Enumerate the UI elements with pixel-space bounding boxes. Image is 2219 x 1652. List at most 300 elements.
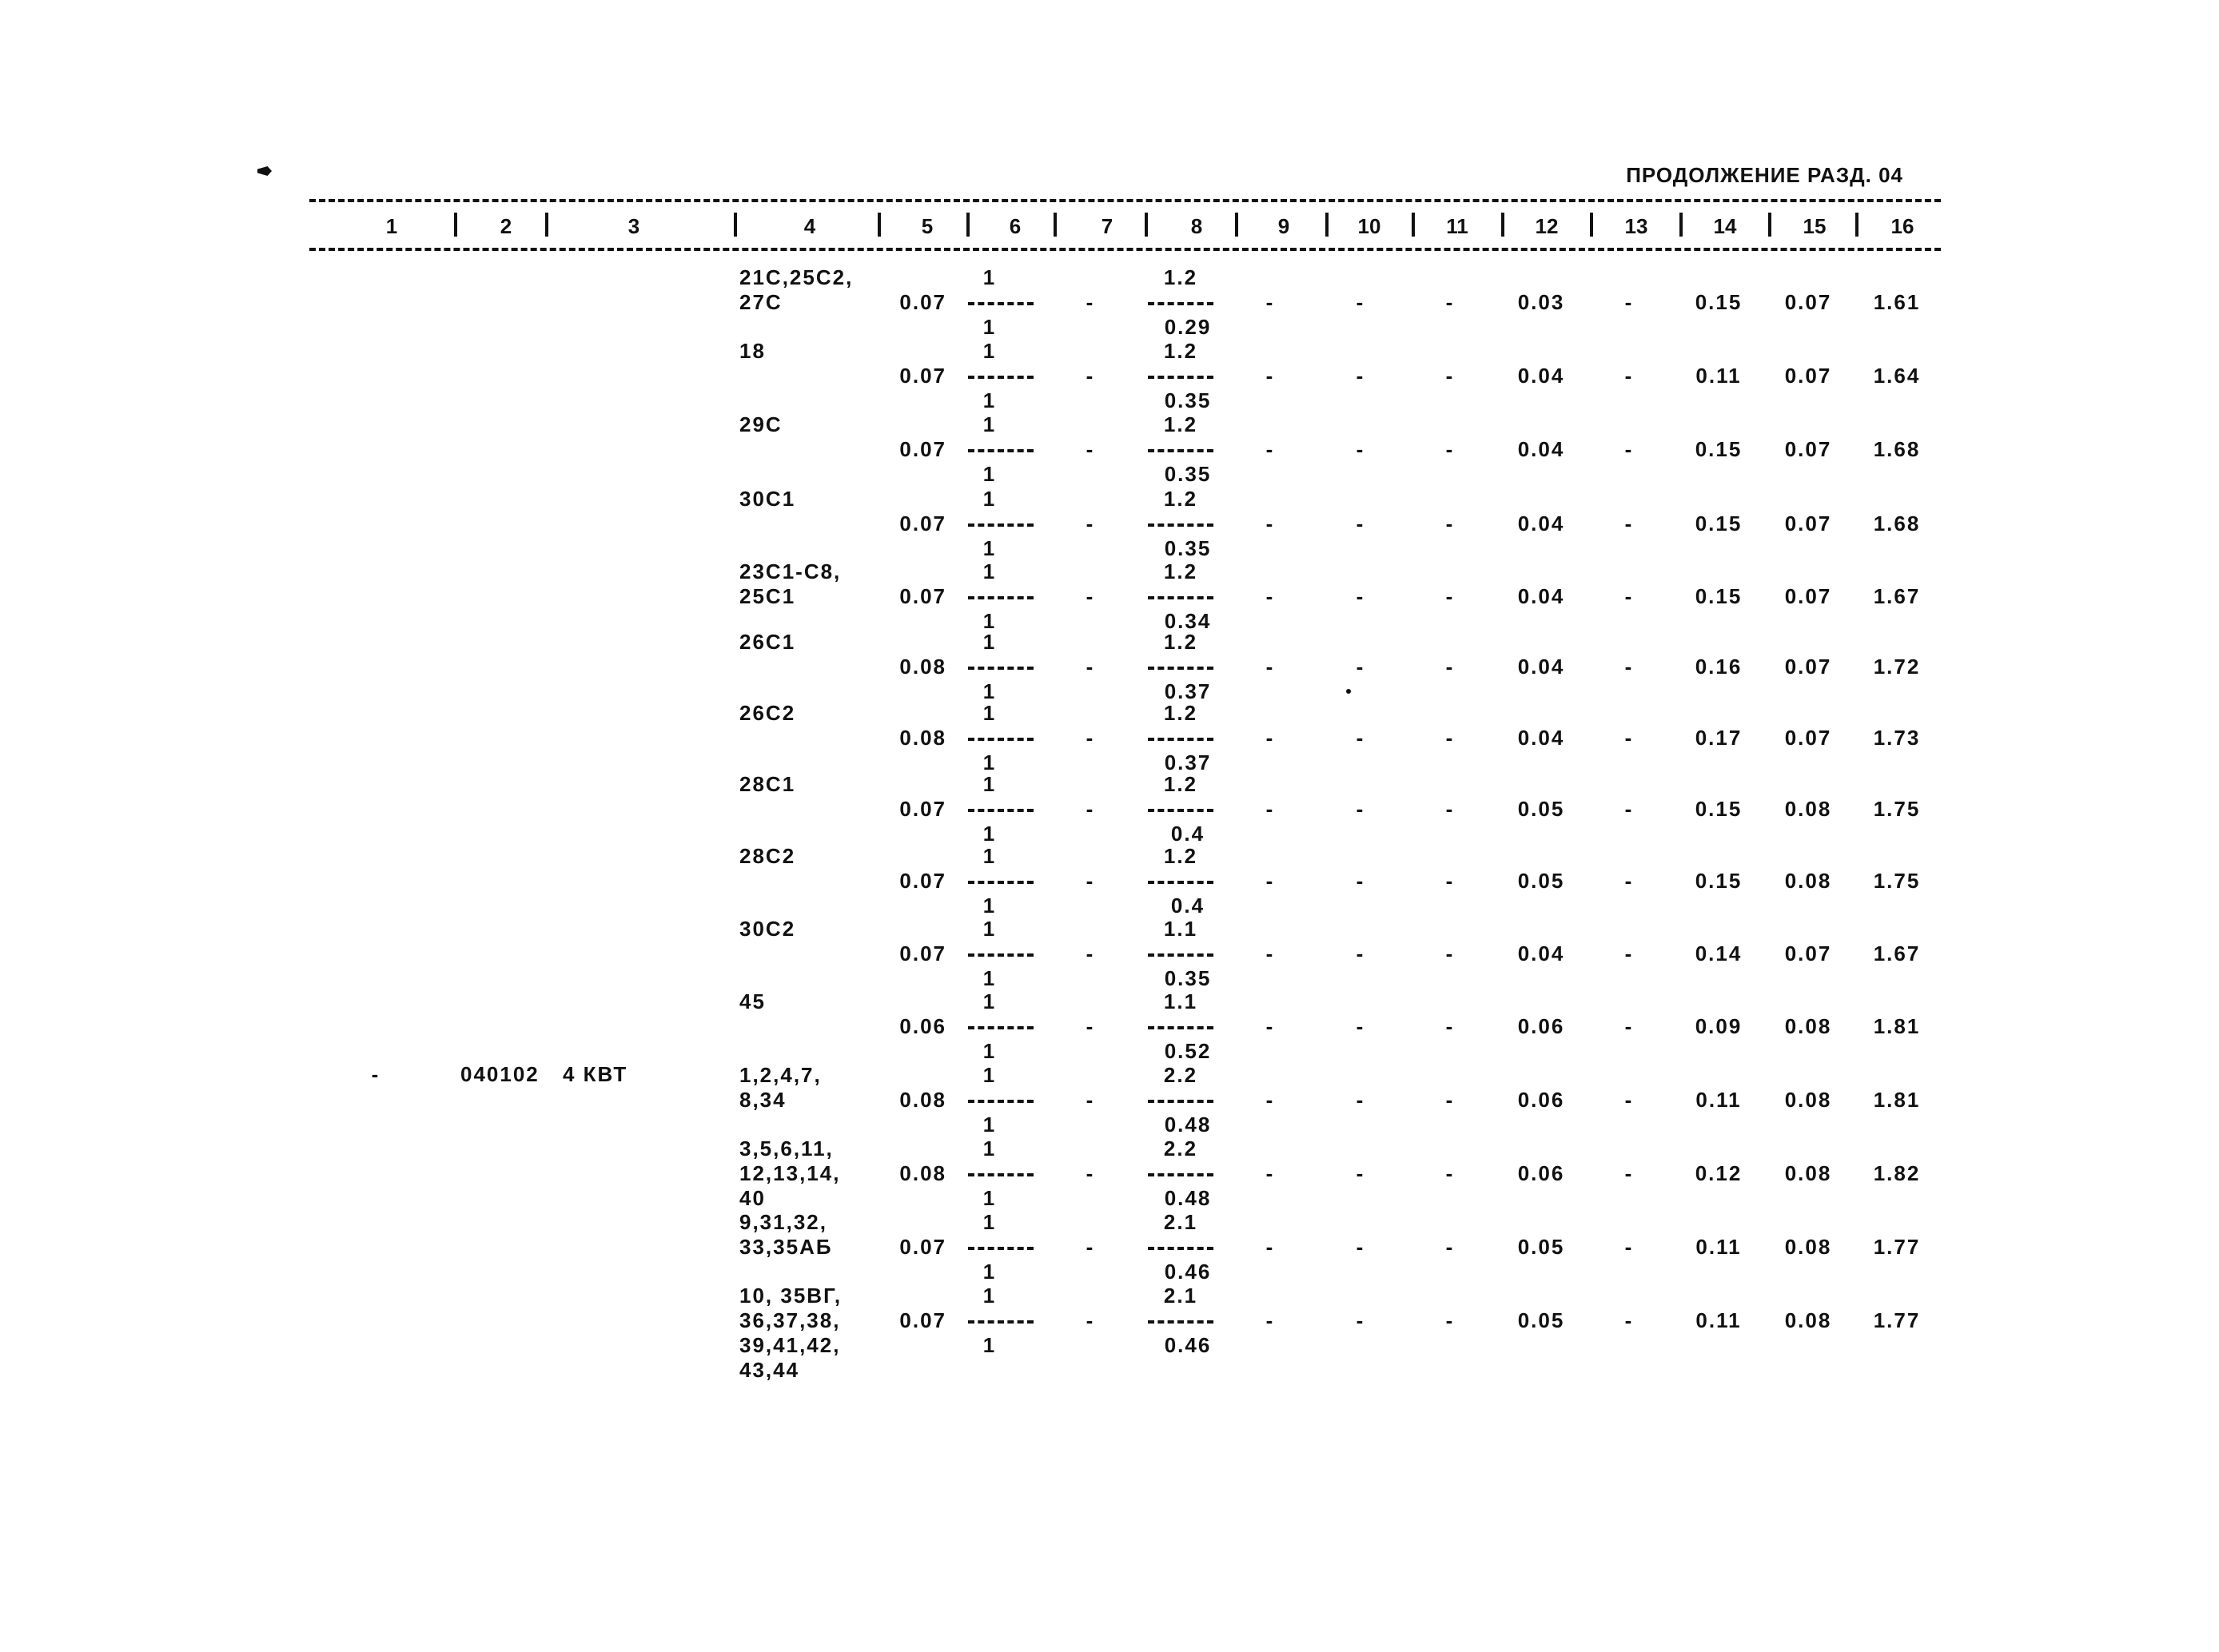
cell-col7: - [1086, 1235, 1095, 1259]
cell-col5: 0.06 [899, 1014, 946, 1038]
fraction-line [968, 1026, 1034, 1029]
header-separator [1855, 213, 1858, 237]
cell-col14: 0.11 [1695, 1308, 1742, 1332]
cell-col9: - [1265, 584, 1275, 608]
fraction-line [968, 667, 1034, 670]
cell-col8-bottom: 0.37 [1164, 750, 1212, 774]
cell-col13: - [1624, 941, 1634, 965]
cell-col5: 0.08 [899, 1161, 946, 1185]
cell-col6-top: 1 [982, 917, 997, 941]
cell-col10: - [1356, 1235, 1365, 1259]
cell-col8-bottom: 0.46 [1164, 1333, 1212, 1357]
cell-col8-top: 1.2 [1163, 772, 1198, 796]
cell-col5: 0.07 [899, 941, 946, 965]
cell-col15: 0.08 [1784, 1088, 1832, 1112]
cell-col5: 0.07 [899, 437, 946, 461]
cell-col11: - [1445, 869, 1455, 893]
cell-col10: - [1356, 437, 1365, 461]
cell-col6-bottom: 1 [982, 462, 997, 486]
cell-col16: 1.82 [1873, 1161, 1921, 1185]
cell-col6-bottom: 1 [982, 679, 997, 703]
cell-col9: - [1265, 1088, 1275, 1112]
cell-col15: 0.07 [1784, 941, 1832, 965]
cell-col6-bottom: 1 [982, 894, 997, 918]
cell-col9: - [1265, 941, 1275, 965]
cell-col15: 0.08 [1784, 1014, 1832, 1038]
cell-col4: 36,37,38, [739, 1308, 841, 1332]
cell-col8-top: 2.1 [1163, 1210, 1198, 1234]
cell-col4: 40 [739, 1186, 766, 1210]
cell-col6-top: 1 [982, 412, 997, 436]
fraction-line [968, 738, 1034, 741]
cell-col9: - [1265, 1308, 1275, 1332]
cell-col12: 0.05 [1517, 1308, 1565, 1332]
fraction-line [968, 449, 1034, 452]
cell-col4: 9,31,32, [739, 1210, 827, 1234]
cell-col11: - [1445, 290, 1455, 314]
cell-col14: 0.12 [1695, 1161, 1743, 1185]
cell-col6-top: 1 [982, 487, 997, 511]
cell-col16: 1.77 [1873, 1308, 1921, 1332]
cell-col15: 0.08 [1784, 869, 1832, 893]
cell-col7: - [1086, 1014, 1095, 1038]
cell-col13: - [1624, 797, 1634, 821]
fraction-line [968, 596, 1034, 599]
cell-col9: - [1265, 1014, 1275, 1038]
cell-col4: 10, 35ВГ, [739, 1284, 843, 1308]
cell-col16: 1.81 [1873, 1088, 1921, 1112]
fraction-line [1148, 667, 1213, 670]
cell-col12: 0.06 [1517, 1088, 1565, 1112]
cell-col15: 0.07 [1784, 290, 1832, 314]
cell-col13: - [1624, 437, 1634, 461]
cell-col12: 0.03 [1517, 290, 1565, 314]
header-col-2: 2 [500, 214, 512, 238]
cell-col4: 27С [739, 290, 783, 314]
cell-col11: - [1445, 941, 1455, 965]
cell-col13: - [1624, 1308, 1634, 1332]
cell-col4: 30С1 [739, 487, 796, 511]
cell-col8-bottom: 0.29 [1164, 315, 1212, 339]
cell-col10: - [1356, 869, 1365, 893]
fraction-line [1148, 809, 1213, 812]
cell-col16: 1.81 [1873, 1014, 1921, 1038]
cell-col7: - [1086, 512, 1095, 535]
cell-col4: 39,41,42, [739, 1333, 841, 1357]
header-col-16: 16 [1890, 214, 1914, 238]
header-separator [1679, 213, 1683, 237]
cell-col12: 0.04 [1517, 437, 1565, 461]
header-separator [1235, 213, 1238, 237]
cell-col11: - [1445, 797, 1455, 821]
cell-col13: - [1624, 1088, 1634, 1112]
cell-col4: 45 [739, 989, 766, 1013]
header-separator [1412, 213, 1415, 237]
fraction-line [1148, 1320, 1213, 1324]
cell-col11: - [1445, 364, 1455, 388]
cell-col10: - [1356, 584, 1365, 608]
header-col-10: 10 [1357, 214, 1381, 238]
cell-col4: 28С1 [739, 772, 796, 796]
header-col-11: 11 [1446, 214, 1468, 238]
cell-col14: 0.17 [1695, 726, 1743, 750]
cell-col8-bottom: 0.35 [1164, 966, 1212, 990]
header-separator [1145, 213, 1148, 237]
cell-col5: 0.07 [899, 869, 946, 893]
fraction-line [1148, 1100, 1213, 1103]
header-col-6: 6 [1009, 214, 1022, 238]
cell-col5: 0.07 [899, 584, 946, 608]
cell-col7: - [1086, 797, 1095, 821]
page-marker-icon [257, 166, 272, 176]
cell-col9: - [1265, 512, 1275, 535]
cell-col15: 0.08 [1784, 1235, 1832, 1259]
cell-col4: 1,2,4,7, [739, 1063, 822, 1087]
cell-col10: - [1356, 1088, 1365, 1112]
cell-col5: 0.07 [899, 1235, 946, 1259]
cell-col7: - [1086, 437, 1095, 461]
cell-col8-bottom: 0.48 [1164, 1186, 1212, 1210]
header-col-5: 5 [921, 214, 934, 238]
cell-col12: 0.04 [1517, 941, 1565, 965]
cell-col12: 0.06 [1517, 1161, 1565, 1185]
cell-col6-top: 1 [982, 339, 997, 363]
fraction-line [1148, 953, 1213, 957]
fraction-line [1148, 376, 1213, 379]
cell-col8-top: 2.2 [1163, 1063, 1198, 1087]
cell-col4: 3,5,6,11, [739, 1136, 834, 1160]
cell-col16: 1.72 [1873, 655, 1921, 679]
cell-col9: - [1265, 290, 1275, 314]
cell-col6-bottom: 1 [982, 1260, 997, 1284]
cell-col8-top: 2.2 [1163, 1136, 1198, 1160]
cell-col6-bottom: 1 [982, 1186, 997, 1210]
cell-col9: - [1265, 726, 1275, 750]
cell-col13: - [1624, 1235, 1634, 1259]
header-separator [545, 213, 548, 237]
cell-col12: 0.06 [1517, 1014, 1565, 1038]
cell-col14: 0.16 [1695, 655, 1743, 679]
fraction-line [968, 1100, 1034, 1103]
header-col-3: 3 [627, 214, 640, 238]
cell-col13: - [1624, 1161, 1634, 1185]
cell-col10: - [1356, 290, 1365, 314]
header-col-8: 8 [1190, 214, 1203, 238]
cell-col11: - [1445, 1235, 1455, 1259]
header-separator [1590, 213, 1593, 237]
cell-col12: 0.04 [1517, 512, 1565, 535]
cell-col8-top: 1.2 [1163, 487, 1198, 511]
header-col-9: 9 [1277, 214, 1290, 238]
cell-col11: - [1445, 1088, 1455, 1112]
cell-col7: - [1086, 726, 1095, 750]
cell-col11: - [1445, 584, 1455, 608]
cell-col16: 1.67 [1873, 584, 1921, 608]
cell-col6-top: 1 [982, 559, 997, 583]
cell-col4: 43,44 [739, 1358, 800, 1382]
cell-col12: 0.04 [1517, 584, 1565, 608]
cell-col8-bottom: 0.46 [1164, 1260, 1212, 1284]
header-separator [1325, 213, 1329, 237]
cell-col9: - [1265, 1235, 1275, 1259]
cell-col11: - [1445, 1161, 1455, 1185]
cell-col12: 0.04 [1517, 726, 1565, 750]
cell-col12: 0.05 [1517, 869, 1565, 893]
cell-col15: 0.07 [1784, 437, 1832, 461]
header-col-12: 12 [1535, 214, 1559, 238]
cell-col5: 0.07 [899, 364, 946, 388]
cell-col6-top: 1 [982, 844, 997, 868]
cell-col6-top: 1 [982, 1063, 997, 1087]
cell-col4: 30С2 [739, 917, 796, 941]
cell-col14: 0.14 [1695, 941, 1743, 965]
cell-col11: - [1445, 512, 1455, 535]
cell-col7: - [1086, 584, 1095, 608]
cell-col16: 1.61 [1873, 290, 1921, 314]
cell-col10: - [1356, 797, 1365, 821]
cell-col6-bottom: 1 [982, 1039, 997, 1063]
cell-col16: 1.67 [1873, 941, 1921, 965]
cell-col11: - [1445, 1308, 1455, 1332]
cell-col12: 0.04 [1517, 655, 1565, 679]
header-separator [1501, 213, 1504, 237]
fraction-line [968, 302, 1034, 305]
fraction-line [968, 881, 1034, 884]
cell-col12: 0.05 [1517, 1235, 1565, 1259]
cell-col6-bottom: 1 [982, 388, 997, 412]
cell-col6-bottom: 1 [982, 750, 997, 774]
fraction-line [1148, 1247, 1213, 1250]
cell-col6-bottom: 1 [982, 1113, 997, 1136]
cell-col8-top: 1.2 [1163, 339, 1198, 363]
cell-col4: 12,13,14, [739, 1161, 841, 1185]
cell-col8-top: 1.2 [1163, 844, 1198, 868]
cell-col8-bottom: 0.52 [1164, 1039, 1212, 1063]
cell-col16: 1.68 [1873, 512, 1921, 535]
cell-col7: - [1086, 869, 1095, 893]
fraction-line [1148, 738, 1213, 741]
cell-col10: - [1356, 941, 1365, 965]
cell-col8-bottom: 0.34 [1164, 609, 1212, 633]
cell-col8-top: 1.1 [1163, 917, 1198, 941]
cell-col14: 0.15 [1695, 869, 1743, 893]
group-col2: 040102 [460, 1062, 540, 1086]
cell-col6-bottom: 1 [982, 966, 997, 990]
cell-col7: - [1086, 941, 1095, 965]
cell-col6-top: 1 [982, 630, 997, 654]
fraction-line [1148, 1173, 1213, 1176]
cell-col16: 1.75 [1873, 797, 1921, 821]
cell-col15: 0.08 [1784, 797, 1832, 821]
cell-col13: - [1624, 512, 1634, 535]
cell-col9: - [1265, 364, 1275, 388]
cell-col9: - [1265, 797, 1275, 821]
cell-col15: 0.07 [1784, 655, 1832, 679]
fraction-line [968, 1320, 1034, 1324]
fraction-line [968, 376, 1034, 379]
cell-col9: - [1265, 655, 1275, 679]
cell-col4: 26С2 [739, 701, 796, 725]
fraction-line [1148, 881, 1213, 884]
cell-col8-top: 1.2 [1163, 559, 1198, 583]
cell-col10: - [1356, 1161, 1365, 1185]
cell-col4: 18 [739, 339, 766, 363]
cell-col16: 1.75 [1873, 869, 1921, 893]
header-separator [966, 213, 970, 237]
cell-col8-bottom: 0.35 [1164, 462, 1212, 486]
cell-col7: - [1086, 364, 1095, 388]
cell-col10: - [1356, 1308, 1365, 1332]
cell-col9: - [1265, 1161, 1275, 1185]
cell-col4: 21С,25С2, [739, 265, 854, 289]
cell-col8-top: 1.2 [1163, 701, 1198, 725]
cell-col13: - [1624, 1014, 1634, 1038]
cell-col5: 0.07 [899, 797, 946, 821]
fraction-line [1148, 523, 1213, 527]
rule-header-bottom [309, 248, 1941, 251]
cell-col15: 0.07 [1784, 512, 1832, 535]
cell-col13: - [1624, 869, 1634, 893]
cell-col5: 0.08 [899, 726, 946, 750]
fraction-line [968, 1173, 1034, 1176]
group-col1: - [371, 1062, 380, 1086]
cell-col6-bottom: 1 [982, 609, 997, 633]
cell-col5: 0.07 [899, 512, 946, 535]
cell-col8-top: 2.1 [1163, 1284, 1198, 1308]
header-col-4: 4 [803, 214, 816, 238]
header-col-15: 15 [1803, 214, 1827, 238]
group-col3: 4 КВТ [563, 1062, 628, 1086]
cell-col8-top: 1.2 [1163, 265, 1198, 289]
header-col-7: 7 [1101, 214, 1113, 238]
cell-col13: - [1624, 290, 1634, 314]
cell-col15: 0.07 [1784, 584, 1832, 608]
fraction-line [1148, 302, 1213, 305]
cell-col4: 28С2 [739, 844, 796, 868]
cell-col4: 23С1-С8, [739, 559, 842, 583]
cell-col16: 1.73 [1873, 726, 1921, 750]
rule-top [309, 199, 1941, 202]
cell-col15: 0.07 [1784, 364, 1832, 388]
cell-col8-top: 1.1 [1163, 989, 1198, 1013]
header-separator [1768, 213, 1771, 237]
cell-col16: 1.68 [1873, 437, 1921, 461]
cell-col14: 0.15 [1695, 290, 1743, 314]
header-col-14: 14 [1713, 214, 1737, 238]
fraction-line [968, 1247, 1034, 1250]
cell-col14: 0.15 [1695, 797, 1743, 821]
cell-col11: - [1445, 726, 1455, 750]
cell-col4: 25С1 [739, 584, 796, 608]
cell-col15: 0.08 [1784, 1308, 1832, 1332]
cell-col13: - [1624, 726, 1634, 750]
cell-col11: - [1445, 1014, 1455, 1038]
cell-col14: 0.15 [1695, 437, 1743, 461]
cell-col8-top: 1.2 [1163, 630, 1198, 654]
cell-col10: - [1356, 512, 1365, 535]
cell-col7: - [1086, 1161, 1095, 1185]
cell-col6-top: 1 [982, 989, 997, 1013]
cell-col16: 1.64 [1873, 364, 1921, 388]
cell-col6-bottom: 1 [982, 536, 997, 560]
cell-col10: - [1356, 655, 1365, 679]
cell-col7: - [1086, 1088, 1095, 1112]
cell-col8-top: 1.2 [1163, 412, 1198, 436]
cell-col8-bottom: 0.37 [1164, 679, 1212, 703]
cell-col5: 0.07 [899, 290, 946, 314]
cell-col14: 0.15 [1695, 584, 1743, 608]
header-col-1: 1 [385, 214, 398, 238]
cell-col5: 0.08 [899, 655, 946, 679]
fraction-line [1148, 596, 1213, 599]
fraction-line [968, 809, 1034, 812]
page-title: ПРОДОЛЖЕНИЕ РАЗД. 04 [1626, 163, 1903, 187]
cell-col14: 0.11 [1695, 364, 1742, 388]
cell-col8-bottom: 0.35 [1164, 536, 1212, 560]
cell-col5: 0.08 [899, 1088, 946, 1112]
cell-col4: 26С1 [739, 630, 796, 654]
cell-col14: 0.11 [1695, 1088, 1742, 1112]
cell-col8-bottom: 0.4 [1170, 894, 1205, 918]
cell-col7: - [1086, 1308, 1095, 1332]
header-separator [1054, 213, 1057, 237]
cell-col4: 29С [739, 412, 783, 436]
fraction-line [1148, 449, 1213, 452]
cell-col8-bottom: 0.35 [1164, 388, 1212, 412]
cell-col7: - [1086, 290, 1095, 314]
cell-col12: 0.05 [1517, 797, 1565, 821]
cell-col6-top: 1 [982, 701, 997, 725]
cell-col6-top: 1 [982, 1210, 997, 1234]
cell-col16: 1.77 [1873, 1235, 1921, 1259]
cell-col14: 0.15 [1695, 512, 1743, 535]
fraction-line [968, 523, 1034, 527]
cell-col14: 0.09 [1695, 1014, 1743, 1038]
fraction-line [1148, 1026, 1213, 1029]
cell-col11: - [1445, 437, 1455, 461]
cell-col10: - [1356, 1014, 1365, 1038]
header-col-13: 13 [1624, 214, 1648, 238]
cell-col15: 0.08 [1784, 1161, 1832, 1185]
header-separator [734, 213, 737, 237]
cell-col5: 0.07 [899, 1308, 946, 1332]
cell-col6-top: 1 [982, 265, 997, 289]
cell-col9: - [1265, 869, 1275, 893]
cell-col8-bottom: 0.4 [1170, 822, 1205, 846]
cell-col7: - [1086, 655, 1095, 679]
cell-col15: 0.07 [1784, 726, 1832, 750]
cell-col6-bottom: 1 [982, 315, 997, 339]
cell-col10: - [1356, 726, 1365, 750]
cell-col6-top: 1 [982, 772, 997, 796]
cell-col10: - [1356, 364, 1365, 388]
cell-col14: 0.11 [1695, 1235, 1742, 1259]
cell-col4: 8,34 [739, 1088, 787, 1112]
cell-col13: - [1624, 655, 1634, 679]
cell-col12: 0.04 [1517, 364, 1565, 388]
fraction-line [968, 953, 1034, 957]
header-separator [454, 213, 457, 237]
cell-col6-top: 1 [982, 1284, 997, 1308]
cell-col8-bottom: 0.48 [1164, 1113, 1212, 1136]
cell-col4: 33,35АБ [739, 1235, 833, 1259]
header-separator [878, 213, 881, 237]
stray-dot [1346, 689, 1351, 694]
cell-col6-bottom: 1 [982, 822, 997, 846]
cell-col13: - [1624, 364, 1634, 388]
cell-col11: - [1445, 655, 1455, 679]
cell-col6-bottom: 1 [982, 1333, 997, 1357]
